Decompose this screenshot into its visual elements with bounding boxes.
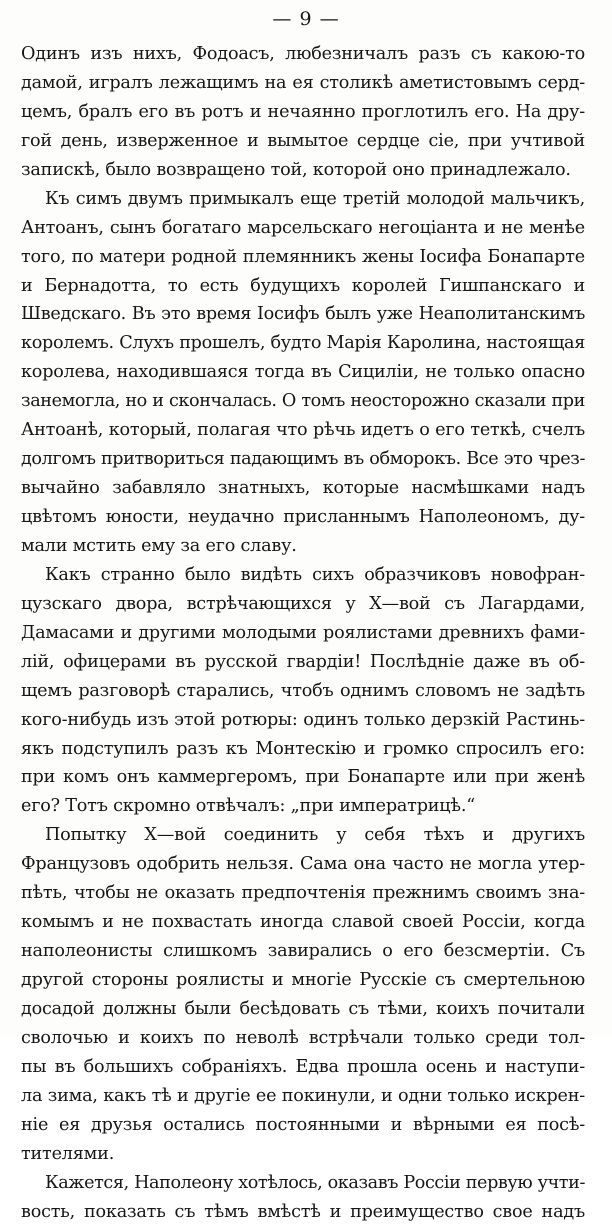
text-line: мали мстить ему за его славу. [21, 532, 585, 561]
text-line: ніе ея друзья остались постоянными и вѣрными ея посѣ- [21, 1111, 585, 1140]
text-line: Какъ странно было видѣть сихъ образчиковъ новофран- [21, 561, 585, 590]
text-line: пѣть, чтобы не оказать предпочтенія прежнимъ своимъ зна- [21, 879, 585, 908]
text-line: Къ симъ двумъ примыкалъ еще третій молодой мальчикъ, [21, 185, 585, 214]
text-line: вость, показать съ тѣмъ вмѣстѣ и преимущество свое надъ [21, 1198, 585, 1226]
text-line: гой день, изверженное и вымытое сердце сіе, при учтивой [21, 127, 585, 156]
text-line: Попытку Х—вой соединить у себя тѣхъ и другихъ [21, 821, 585, 850]
text-line: вычайно забавляло знатныхъ, которые насмѣшками надъ [21, 474, 585, 503]
body-text [21, 40, 585, 1226]
text-line: цемъ, бралъ его въ ротъ и нечаянно проглотилъ его. На дру- [21, 98, 585, 127]
text-line: пы въ большихъ собраніяхъ. Едва прошла осень и наступи- [21, 1053, 585, 1082]
text-line: наполеонисты слишкомъ завирались о его безсмертіи. Съ [21, 937, 585, 966]
text-line: кого-нибудь изъ этой ротюры: одинъ только дерзкій Растинь- [21, 706, 585, 735]
text-line: Шведскаго. Въ это время Іосифъ былъ уже Неаполитанскимъ [21, 300, 585, 329]
text-line: цвѣтомъ юности, неудачно присланнымъ Наполеономъ, ду- [21, 503, 585, 532]
text-line: королемъ. Слухъ прошелъ, будто Марія Каролина, настоящая [21, 329, 585, 358]
text-line: Дамасами и другими молодыми роялистами древнихъ фами- [21, 619, 585, 648]
text-line: Антоанѣ, который, полагая что рѣчь идетъ о его теткѣ, счелъ [21, 416, 585, 445]
text-line: Кажется, Наполеону хотѣлось, оказавъ Россіи первую учти- [21, 1169, 585, 1198]
text-line: лій, офицерами въ русской гвардіи! Послѣдніе даже въ об- [21, 648, 585, 677]
text-line: комымъ и не похвастать иногда славой своей Россіи, когда [21, 908, 585, 937]
text-line: досадой должны были бесѣдовать съ тѣми, коихъ почитали [21, 995, 585, 1024]
text-line: тителями. [21, 1140, 585, 1169]
text-line: ла зима, какъ тѣ и другіе ее покинули, и одни только искрен- [21, 1082, 585, 1111]
page-number: — 9 — [0, 6, 612, 32]
text-line: его? Тотъ скромно отвѣчалъ: „при императрицѣ.“ [21, 792, 585, 821]
text-line: того, по матери родной племянникъ жены Іосифа Бонапарте [21, 243, 585, 272]
text-line: якъ подступилъ разъ къ Монтескію и громко спросилъ его: [21, 735, 585, 764]
text-line: Одинъ изъ нихъ, Фодоасъ, любезничалъ разъ съ какою-то [21, 40, 585, 69]
text-line: занемогла, но и скончалась. О томъ неосторожно сказали при [21, 387, 585, 416]
text-line: дамой, игралъ лежащимъ на ея столикѣ аметистовымъ серд- [21, 69, 585, 98]
text-line: долгомъ притвориться падающимъ въ обморокъ. Все это чрез- [21, 445, 585, 474]
text-line: Антоанъ, сынъ богатаго марсельскаго негоціанта и не менѣе [21, 214, 585, 243]
text-line: запискѣ, было возвращено той, которой оно принадлежало. [21, 156, 585, 185]
text-line: при комъ онъ каммергеромъ, при Бонапарте или при женѣ [21, 763, 585, 792]
text-line: королева, находившаяся тогда въ Сициліи, не только опасно [21, 358, 585, 387]
text-line: и Бернадотта, то есть будущихъ королей Гишпанскаго и [21, 272, 585, 301]
text-line: щемъ разговорѣ старались, чтобъ однимъ словомъ не задѣть [21, 677, 585, 706]
text-line: цузскаго двора, встрѣчающихся у Х—вой съ Лагардами, [21, 590, 585, 619]
text-line: сволочью и коихъ по неволѣ встрѣчали только среди тол- [21, 1024, 585, 1053]
text-line: другой стороны роялисты и многіе Русскіе съ смертельною [21, 966, 585, 995]
text-line: Французовъ одобрить нельзя. Сама она часто не могла утер- [21, 850, 585, 879]
